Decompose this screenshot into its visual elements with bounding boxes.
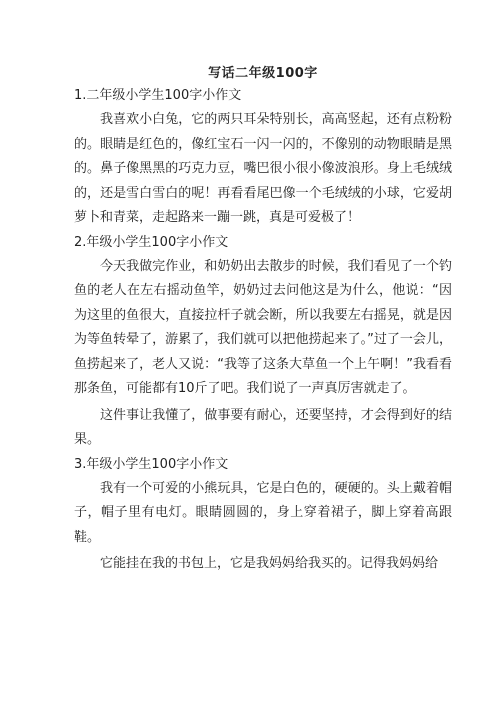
section-heading: 3.年级小学生100字小作文 [74,456,229,472]
paragraph: 这件事让我懂了，做事要有耐心，还要坚持，才会得到好的结果。 [74,407,452,447]
paragraph: 今天我做完作业，和奶奶出去散步的时候，我们看见了一个钓鱼的老人在左右摇动鱼竿，奶奶过去问他这是为什么，他说：“因为这里的鱼很大，直接拉杆子就会断，所以我要左右摇晃，就是因为等鱼转晕了，游累了，我们就可以把他捞起来了。”过了一会儿，鱼捞起来了，老人又说：“我等了这条大草鱼一个上午啊！”我看看那条鱼，可能都有10斤了吧。我们说了一声真厉害就走了。 [74,258,452,396]
section-heading: 1.二年级小学生100字小作文 [74,88,242,103]
document-title: 写话二年级100字 [208,66,318,81]
paragraph: 它能挂在我的书包上，它是我妈妈给我买的。记得我妈妈给 [100,556,439,571]
paragraph: 我喜欢小白兔，它的两只耳朵特别长，高高竖起，还有点粉粉的。眼睛是红色的，像红宝石一闪一闪的，不像别的动物眼睛是黑的。鼻子像黑黑的巧克力豆，嘴巴很小很小像波浪形。身上毛绒绒的，还是雪白雪白的呢！再看看尾巴像一个毛绒绒的小球，它爱胡萝卜和青菜，走起路来一蹦一跳，真是可爱极了！ [74,112,452,225]
section-3 [74,455,452,577]
section-2 [74,233,452,453]
section-1 [74,86,452,231]
paragraph: 我有一个可爱的小熊玩具，它是白色的，硬硬的。头上戴着帽子，帽子里有电灯。眼睛圆圆的，身上穿着裙子，脚上穿着高跟鞋。 [74,480,452,545]
section-heading: 2.年级小学生100字小作文 [74,234,229,250]
